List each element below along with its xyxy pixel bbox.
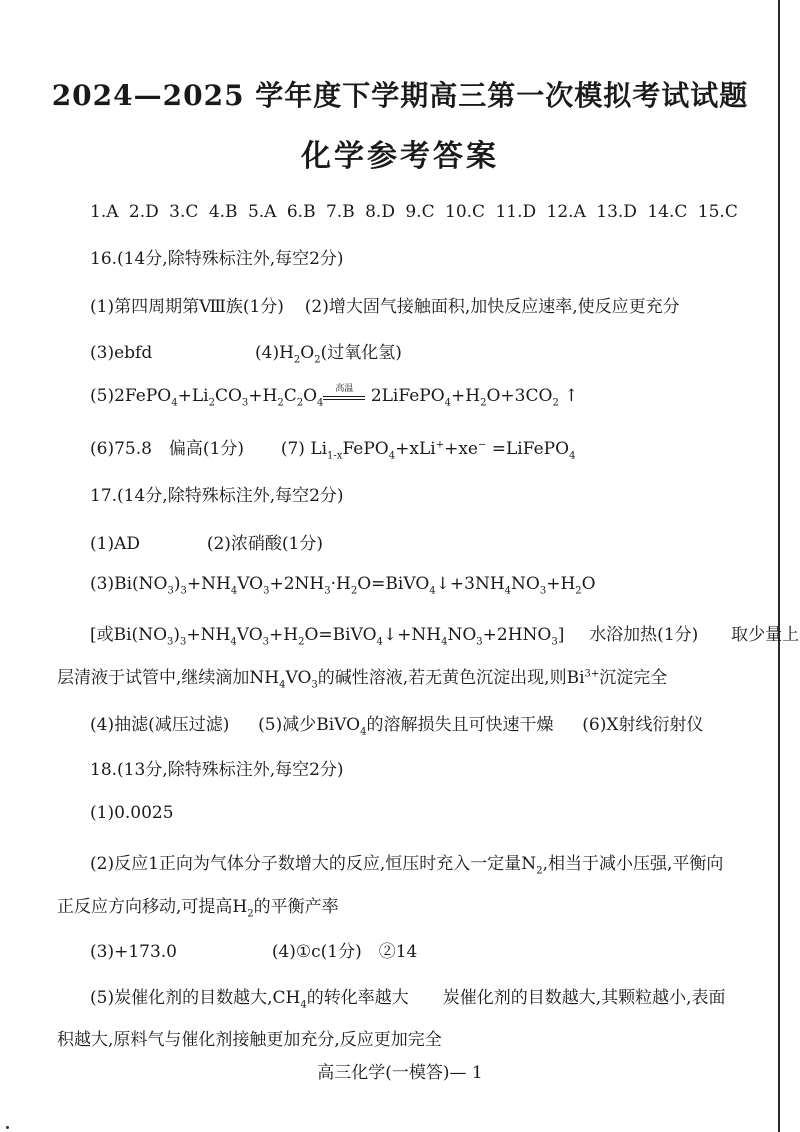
q18-a1: (1)0.0025 (90, 803, 174, 823)
choice-answer: 6.B (286, 202, 316, 222)
q18-a5-continuation: 积越大,原料气与催化剂接触更加充分,反应更加完全 (57, 1030, 442, 1050)
q18-answer-line-3 (90, 937, 417, 962)
q17-a1: (1)AD (90, 534, 140, 554)
q18-heading: 18.(13分,除特殊标注外,每空2分) (90, 760, 344, 780)
choice-answer: 2.D (128, 202, 159, 222)
choice-answer: 15.C (697, 202, 738, 222)
q17-heating-note: 水浴加热(1分) (589, 625, 699, 645)
q16-a6: (6)75.8 偏高(1分) (90, 439, 245, 459)
choice-answer: 5.A (247, 202, 277, 222)
q17-test-continuation: 层清液于试管中,继续滴加$NH_4VO_3$的碱性溶液,若无黄色沉淀出现,则$Bi^{3+}$沉淀完全 (57, 668, 668, 691)
q16-a7: (7) $Li_{1-x}FePO_4+xLi^++xe^-$ =LiFePO$_4$ (280, 439, 576, 462)
page-title: 2024—2025 学年度下学期高三第一次模拟考试试题 (51, 79, 749, 112)
q17-heading: 17.(14分,除特殊标注外,每空2分) (90, 486, 344, 506)
q16-a2: (2)增大固气接触面积,加快反应速率,使反应更充分 (304, 297, 680, 317)
q16-a4: $(4)H_2O_2$(过氧化氢) (255, 343, 402, 366)
q17-answer-line-5 (90, 710, 703, 737)
choice-answer: 1.A (90, 202, 119, 222)
choice-answer: 7.B (325, 202, 355, 222)
q16-heading: 16.(14分,除特殊标注外,每空2分) (90, 249, 344, 269)
q18-a2-continuation: 正反应方向移动,可提高$H_2$的平衡产率 (57, 897, 339, 920)
choice-answer: 11.D (495, 202, 537, 222)
q16-a1: (1)第四周期第Ⅷ族(1分) (90, 297, 284, 317)
q16-a3: (3)ebfd (90, 343, 153, 363)
choice-answer: 12.A (546, 202, 586, 222)
q16-answer-line-1 (90, 292, 680, 317)
choice-answer: 4.B (208, 202, 238, 222)
q18-a4: (4)①c(1分) ②14 (271, 942, 418, 962)
q17-a5: (5)减少BiVO$_4$的溶解损失且可快速干燥 (258, 715, 554, 738)
reaction-condition: 高温 (335, 383, 354, 394)
q18-a3: (3)+173.0 (90, 942, 177, 962)
choice-answer: 9.C (405, 202, 435, 222)
q16-answer-line-4 (90, 434, 575, 461)
multiple-choice-answers (90, 202, 738, 222)
reaction-equals-sign (323, 383, 365, 400)
q17-answer-line-1 (90, 529, 323, 554)
q18-a5: (5)炭催化剂的目数越大$,CH_4$的转化率越大 炭催化剂的目数越大,其颗粒越小,表面 (90, 988, 726, 1011)
q17-test-start: 取少量上 (731, 625, 800, 645)
choice-answer: 8.D (365, 202, 395, 222)
q18-a2: (2)反应1正向为气体分子数增大的反应,恒压时充入一定量$N_2$,相当于减小压强,平衡向 (90, 854, 724, 877)
choice-answer: 13.D (596, 202, 637, 222)
page-subtitle: 化学参考答案 (301, 139, 499, 174)
q17-a6: (6)X射线衍射仪 (582, 715, 704, 735)
q16-a5-equation: $(5)2FePO_4+Li_2CO_3+H_2C_2O_4$ 高温 $2LiFePO_4+H_2O+3CO_2$ ↑ (90, 386, 578, 408)
q17-a3-alternative: [或$Bi(NO_3)_3+NH_4VO_3+H_2O=BiVO_4↓+NH_4NO_3+2HNO_3$] 水浴加热(1分) 取少量上 (90, 625, 800, 648)
page-footer: 高三化学(一模答)— 1 (317, 1063, 483, 1083)
q17-a4: (4)抽滤(减压过滤) (90, 715, 230, 735)
q17-a2: (2)浓硝酸(1分) (206, 534, 323, 554)
scan-dot (6, 1126, 9, 1129)
choice-answer: 10.C (445, 202, 486, 222)
choice-answer: 3.C (169, 202, 199, 222)
q17-a3-equation: $(3)Bi(NO_3)_3+NH_4VO_3+2NH_3\cdot H_2O=BiVO_4↓+3NH_4NO_3+H_2O$ (90, 574, 596, 597)
q16-answer-line-2 (90, 338, 402, 365)
choice-answer: 14.C (647, 202, 688, 222)
